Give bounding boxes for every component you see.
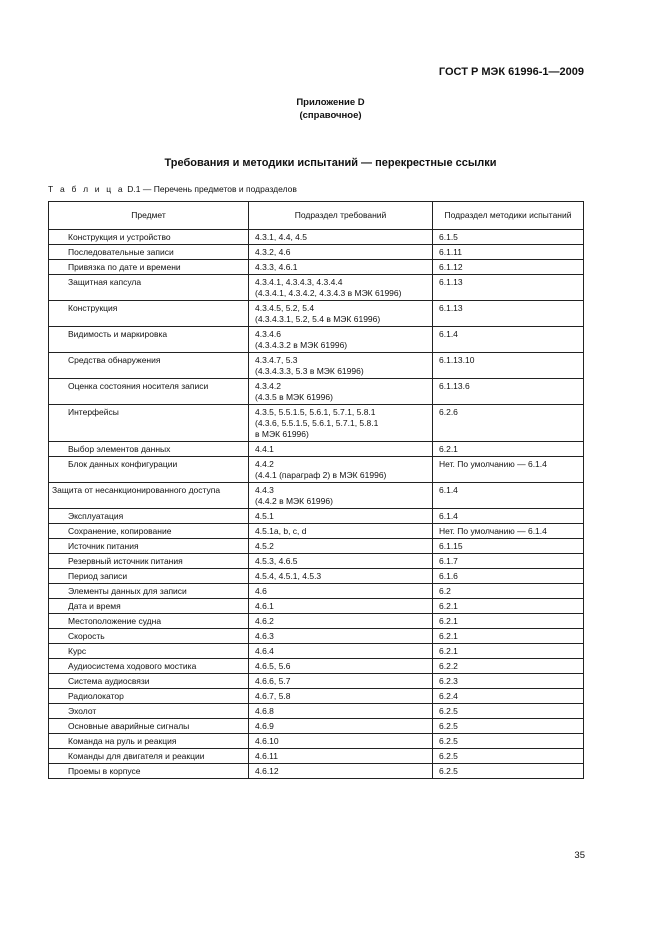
appendix-title: Приложение D [296, 97, 365, 108]
test-method-cell [433, 764, 584, 779]
test-method-cell [433, 689, 584, 704]
table-row [49, 260, 584, 275]
requirements-cell [249, 719, 433, 734]
test-method-cell [433, 749, 584, 764]
table-row [49, 539, 584, 554]
subject-cell: Эхолот [49, 704, 249, 719]
requirements-cell [249, 689, 433, 704]
table-row [49, 230, 584, 245]
requirements-cell-line: 4.5.3, 4.6.5 [255, 556, 298, 566]
test-method-cell-line: 6.2.2 [439, 661, 458, 671]
test-method-cell-line: 6.2.1 [439, 631, 458, 641]
requirements-cell [249, 674, 433, 689]
test-method-cell-line: 6.2.6 [439, 407, 458, 417]
test-method-cell-line: 6.1.6 [439, 571, 458, 581]
table-row [49, 524, 584, 539]
test-method-cell-line: 6.1.12 [439, 262, 463, 272]
test-method-cell [433, 405, 584, 442]
test-method-cell [433, 442, 584, 457]
subject-cell: Последовательные записи [49, 245, 249, 260]
test-method-cell [433, 554, 584, 569]
subject-cell: Проемы в корпусе [49, 764, 249, 779]
requirements-cell-line: 4.3.2, 4.6 [255, 247, 291, 257]
requirements-cell-line: 4.3.5, 5.5.1.5, 5.6.1, 5.7.1, 5.8.1 [255, 407, 376, 417]
subject-cell: Конструкция и устройство [49, 230, 249, 245]
test-method-cell-line: 6.2.1 [439, 616, 458, 626]
subject-cell: Видимость и маркировка [49, 327, 249, 353]
requirements-cell [249, 509, 433, 524]
requirements-cell [249, 405, 433, 442]
test-method-cell-line: 6.2.5 [439, 706, 458, 716]
subject-cell: Средства обнаружения [49, 353, 249, 379]
requirements-cell [249, 629, 433, 644]
table-row [49, 629, 584, 644]
test-method-cell-line: 6.1.5 [439, 232, 458, 242]
test-method-cell [433, 327, 584, 353]
table-caption-label: Т а б л и ц а [48, 184, 125, 194]
subject-cell: Команда на руль и реакция [49, 734, 249, 749]
requirements-cell [249, 644, 433, 659]
test-method-cell [433, 629, 584, 644]
subject-cell: Интерфейсы [49, 405, 249, 442]
requirements-cell-line: 4.4.1 [255, 444, 274, 454]
test-method-cell [433, 379, 584, 405]
requirements-cell [249, 539, 433, 554]
table-row [49, 734, 584, 749]
test-method-cell [433, 719, 584, 734]
appendix-subtitle: (справочное) [299, 110, 362, 121]
table-row [49, 327, 584, 353]
subject-cell: Сохранение, копирование [49, 524, 249, 539]
requirements-cell [249, 554, 433, 569]
test-method-cell [433, 509, 584, 524]
table-row [49, 674, 584, 689]
requirements-cell [249, 379, 433, 405]
test-method-cell [433, 353, 584, 379]
requirements-cell-line: 4.3.3, 4.6.1 [255, 262, 298, 272]
standard-code: ГОСТ Р МЭК 61996-1—2009 [438, 66, 584, 78]
requirements-cell [249, 569, 433, 584]
requirements-cell-line: 4.6.10 [255, 736, 279, 746]
test-method-cell-line: 6.2.5 [439, 766, 458, 776]
test-method-cell-line: Нет. По умолчанию — 6.1.4 [439, 526, 547, 536]
requirements-cell-line: 4.3.4.2 [255, 381, 281, 391]
test-method-cell-line: 6.2.3 [439, 676, 458, 686]
table-caption [48, 184, 297, 194]
column-header-requirements: Подраздел требований [249, 202, 433, 230]
table-row [49, 749, 584, 764]
test-method-cell [433, 457, 584, 483]
requirements-cell [249, 260, 433, 275]
subject-cell: Привязка по дате и времени [49, 260, 249, 275]
subject-cell: Защитная капсула [49, 275, 249, 301]
subject-cell: Эксплуатация [49, 509, 249, 524]
requirements-cell [249, 327, 433, 353]
test-method-cell-line: 6.2.1 [439, 601, 458, 611]
table-row [49, 659, 584, 674]
requirements-cell [249, 275, 433, 301]
test-method-cell-line: 6.1.11 [439, 247, 463, 257]
table-row [49, 442, 584, 457]
requirements-cell-line: (4.3.4.3.3, 5.3 в МЭК 61996) [255, 366, 364, 376]
requirements-cell [249, 734, 433, 749]
requirements-cell-line: 4.3.4.7, 5.3 [255, 355, 298, 365]
table-row [49, 554, 584, 569]
subject-cell: Конструкция [49, 301, 249, 327]
test-method-cell [433, 524, 584, 539]
test-method-cell [433, 599, 584, 614]
test-method-cell [433, 734, 584, 749]
test-method-cell-line: Нет. По умолчанию — 6.1.4 [439, 459, 547, 469]
requirements-cell-line: 4.6.3 [255, 631, 274, 641]
table-row [49, 764, 584, 779]
test-method-cell [433, 704, 584, 719]
column-header-test-methods: Подраздел методики испытаний [433, 202, 584, 230]
test-method-cell-line: 6.2.4 [439, 691, 458, 701]
table-row [49, 689, 584, 704]
requirements-cell-line: (4.3.4.3.2 в МЭК 61996) [255, 340, 348, 350]
requirements-cell-line: 4.6 [255, 586, 267, 596]
requirements-cell-line: 4.5.2 [255, 541, 274, 551]
subject-cell: Выбор элементов данных [49, 442, 249, 457]
test-method-cell [433, 539, 584, 554]
requirements-cell [249, 442, 433, 457]
subject-cell: Блок данных конфигурации [49, 457, 249, 483]
requirements-cell [249, 599, 433, 614]
subject-cell: Источник питания [49, 539, 249, 554]
appendix-heading [0, 96, 661, 122]
requirements-cell [249, 659, 433, 674]
table-row [49, 704, 584, 719]
requirements-cell-line: (4.4.1 (параграф 2) в МЭК 61996) [255, 470, 387, 480]
requirements-cell-line: (4.4.2 в МЭК 61996) [255, 496, 333, 506]
subject-cell: Система аудиосвязи [49, 674, 249, 689]
table-row [49, 719, 584, 734]
requirements-cell [249, 353, 433, 379]
table-row [49, 405, 584, 442]
test-method-cell-line: 6.1.7 [439, 556, 458, 566]
test-method-cell-line: 6.1.4 [439, 511, 458, 521]
test-method-cell-line: 6.1.4 [439, 329, 458, 339]
requirements-cell [249, 457, 433, 483]
requirements-cell-line: 4.6.12 [255, 766, 279, 776]
test-method-cell [433, 569, 584, 584]
test-method-cell-line: 6.2.5 [439, 721, 458, 731]
table-row [49, 245, 584, 260]
requirements-cell [249, 301, 433, 327]
requirements-cell-line: 4.6.11 [255, 751, 279, 761]
requirements-cell [249, 483, 433, 509]
test-method-cell [433, 674, 584, 689]
table-row [49, 644, 584, 659]
table-row [49, 457, 584, 483]
table-row [49, 509, 584, 524]
test-method-cell [433, 659, 584, 674]
test-method-cell [433, 260, 584, 275]
requirements-cell-line: 4.3.4.5, 5.2, 5.4 [255, 303, 315, 313]
subject-cell: Курс [49, 644, 249, 659]
test-method-cell-line: 6.2.1 [439, 444, 458, 454]
test-method-cell-line: 6.2.5 [439, 736, 458, 746]
requirements-cell-line: 4.6.2 [255, 616, 274, 626]
subject-cell: Оценка состояния носителя записи [49, 379, 249, 405]
test-method-cell-line: 6.1.13 [439, 303, 463, 313]
column-header-subject: Предмет [49, 202, 249, 230]
test-method-cell [433, 584, 584, 599]
requirements-cell-line: 4.4.3 [255, 485, 274, 495]
requirements-cell-line: (4.3.4.1, 4.3.4.2, 4.3.4.3 в МЭК 61996) [255, 288, 402, 298]
table-row [49, 614, 584, 629]
subject-cell: Резервный источник питания [49, 554, 249, 569]
table-row [49, 584, 584, 599]
requirements-cell-line: (4.3.5 в МЭК 61996) [255, 392, 333, 402]
requirements-cell-line: 4.5.1a, b, c, d [255, 526, 307, 536]
requirements-cell [249, 245, 433, 260]
table-row [49, 301, 584, 327]
table-row [49, 379, 584, 405]
test-method-cell-line: 6.2.1 [439, 646, 458, 656]
requirements-cell [249, 704, 433, 719]
test-method-cell-line: 6.1.13.6 [439, 381, 470, 391]
table-row [49, 275, 584, 301]
table-row [49, 483, 584, 509]
requirements-cell-line: 4.6.1 [255, 601, 274, 611]
subject-cell: Радиолокатор [49, 689, 249, 704]
subject-cell: Основные аварийные сигналы [49, 719, 249, 734]
requirements-cell-line: 4.5.4, 4.5.1, 4.5.3 [255, 571, 322, 581]
test-method-cell [433, 483, 584, 509]
test-method-cell [433, 644, 584, 659]
subject-cell: Скорость [49, 629, 249, 644]
test-method-cell-line: 6.1.13 [439, 277, 463, 287]
test-method-cell-line: 6.2.5 [439, 751, 458, 761]
requirements-cell [249, 764, 433, 779]
table-caption-number: D.1 [127, 184, 141, 194]
test-method-cell [433, 275, 584, 301]
requirements-cell-line: 4.5.1 [255, 511, 274, 521]
cross-reference-table [48, 201, 584, 779]
requirements-cell-line: 4.3.4.1, 4.3.4.3, 4.3.4.4 [255, 277, 343, 287]
test-method-cell [433, 230, 584, 245]
subject-cell: Команды для двигателя и реакции [49, 749, 249, 764]
table-caption-text: — Перечень предметов и подразделов [140, 184, 297, 194]
test-method-cell [433, 245, 584, 260]
requirements-cell-line: 4.3.1, 4.4, 4.5 [255, 232, 307, 242]
table-header-row [49, 202, 584, 230]
requirements-cell [249, 749, 433, 764]
table-row [49, 569, 584, 584]
test-method-cell [433, 614, 584, 629]
requirements-cell-line: 4.6.8 [255, 706, 274, 716]
test-method-cell-line: 6.1.15 [439, 541, 463, 551]
requirements-cell [249, 584, 433, 599]
requirements-cell-line: 4.6.7, 5.8 [255, 691, 291, 701]
table-row [49, 599, 584, 614]
requirements-cell [249, 230, 433, 245]
subject-cell: Аудиосистема ходового мостика [49, 659, 249, 674]
test-method-cell-line: 6.1.4 [439, 485, 458, 495]
test-method-cell [433, 301, 584, 327]
requirements-cell-line: 4.6.6, 5.7 [255, 676, 291, 686]
requirements-cell-line: (4.3.6, 5.5.1.5, 5.6.1, 5.7.1, 5.8.1 [255, 418, 379, 428]
table-row [49, 353, 584, 379]
requirements-cell-line: 4.6.5, 5.6 [255, 661, 291, 671]
subject-cell: Местоположение судна [49, 614, 249, 629]
subject-cell: Элементы данных для записи [49, 584, 249, 599]
page-title: Требования и методики испытаний — перекрестные ссылки [164, 157, 497, 169]
requirements-cell-line: 4.3.4.6 [255, 329, 281, 339]
requirements-cell-line: 4.6.9 [255, 721, 274, 731]
requirements-cell-line: 4.6.4 [255, 646, 274, 656]
subject-cell: Дата и время [49, 599, 249, 614]
requirements-cell-line: в МЭК 61996) [255, 429, 309, 439]
subject-cell: Период записи [49, 569, 249, 584]
requirements-cell-line: (4.3.4.3.1, 5.2, 5.4 в МЭК 61996) [255, 314, 381, 324]
requirements-cell-line: 4.4.2 [255, 459, 274, 469]
requirements-cell [249, 614, 433, 629]
requirements-cell [249, 524, 433, 539]
page-number: 35 [574, 850, 585, 861]
test-method-cell-line: 6.2 [439, 586, 451, 596]
subject-cell: Защита от несанкционированного доступа [49, 483, 249, 509]
table-body [49, 230, 584, 779]
test-method-cell-line: 6.1.13.10 [439, 355, 475, 365]
